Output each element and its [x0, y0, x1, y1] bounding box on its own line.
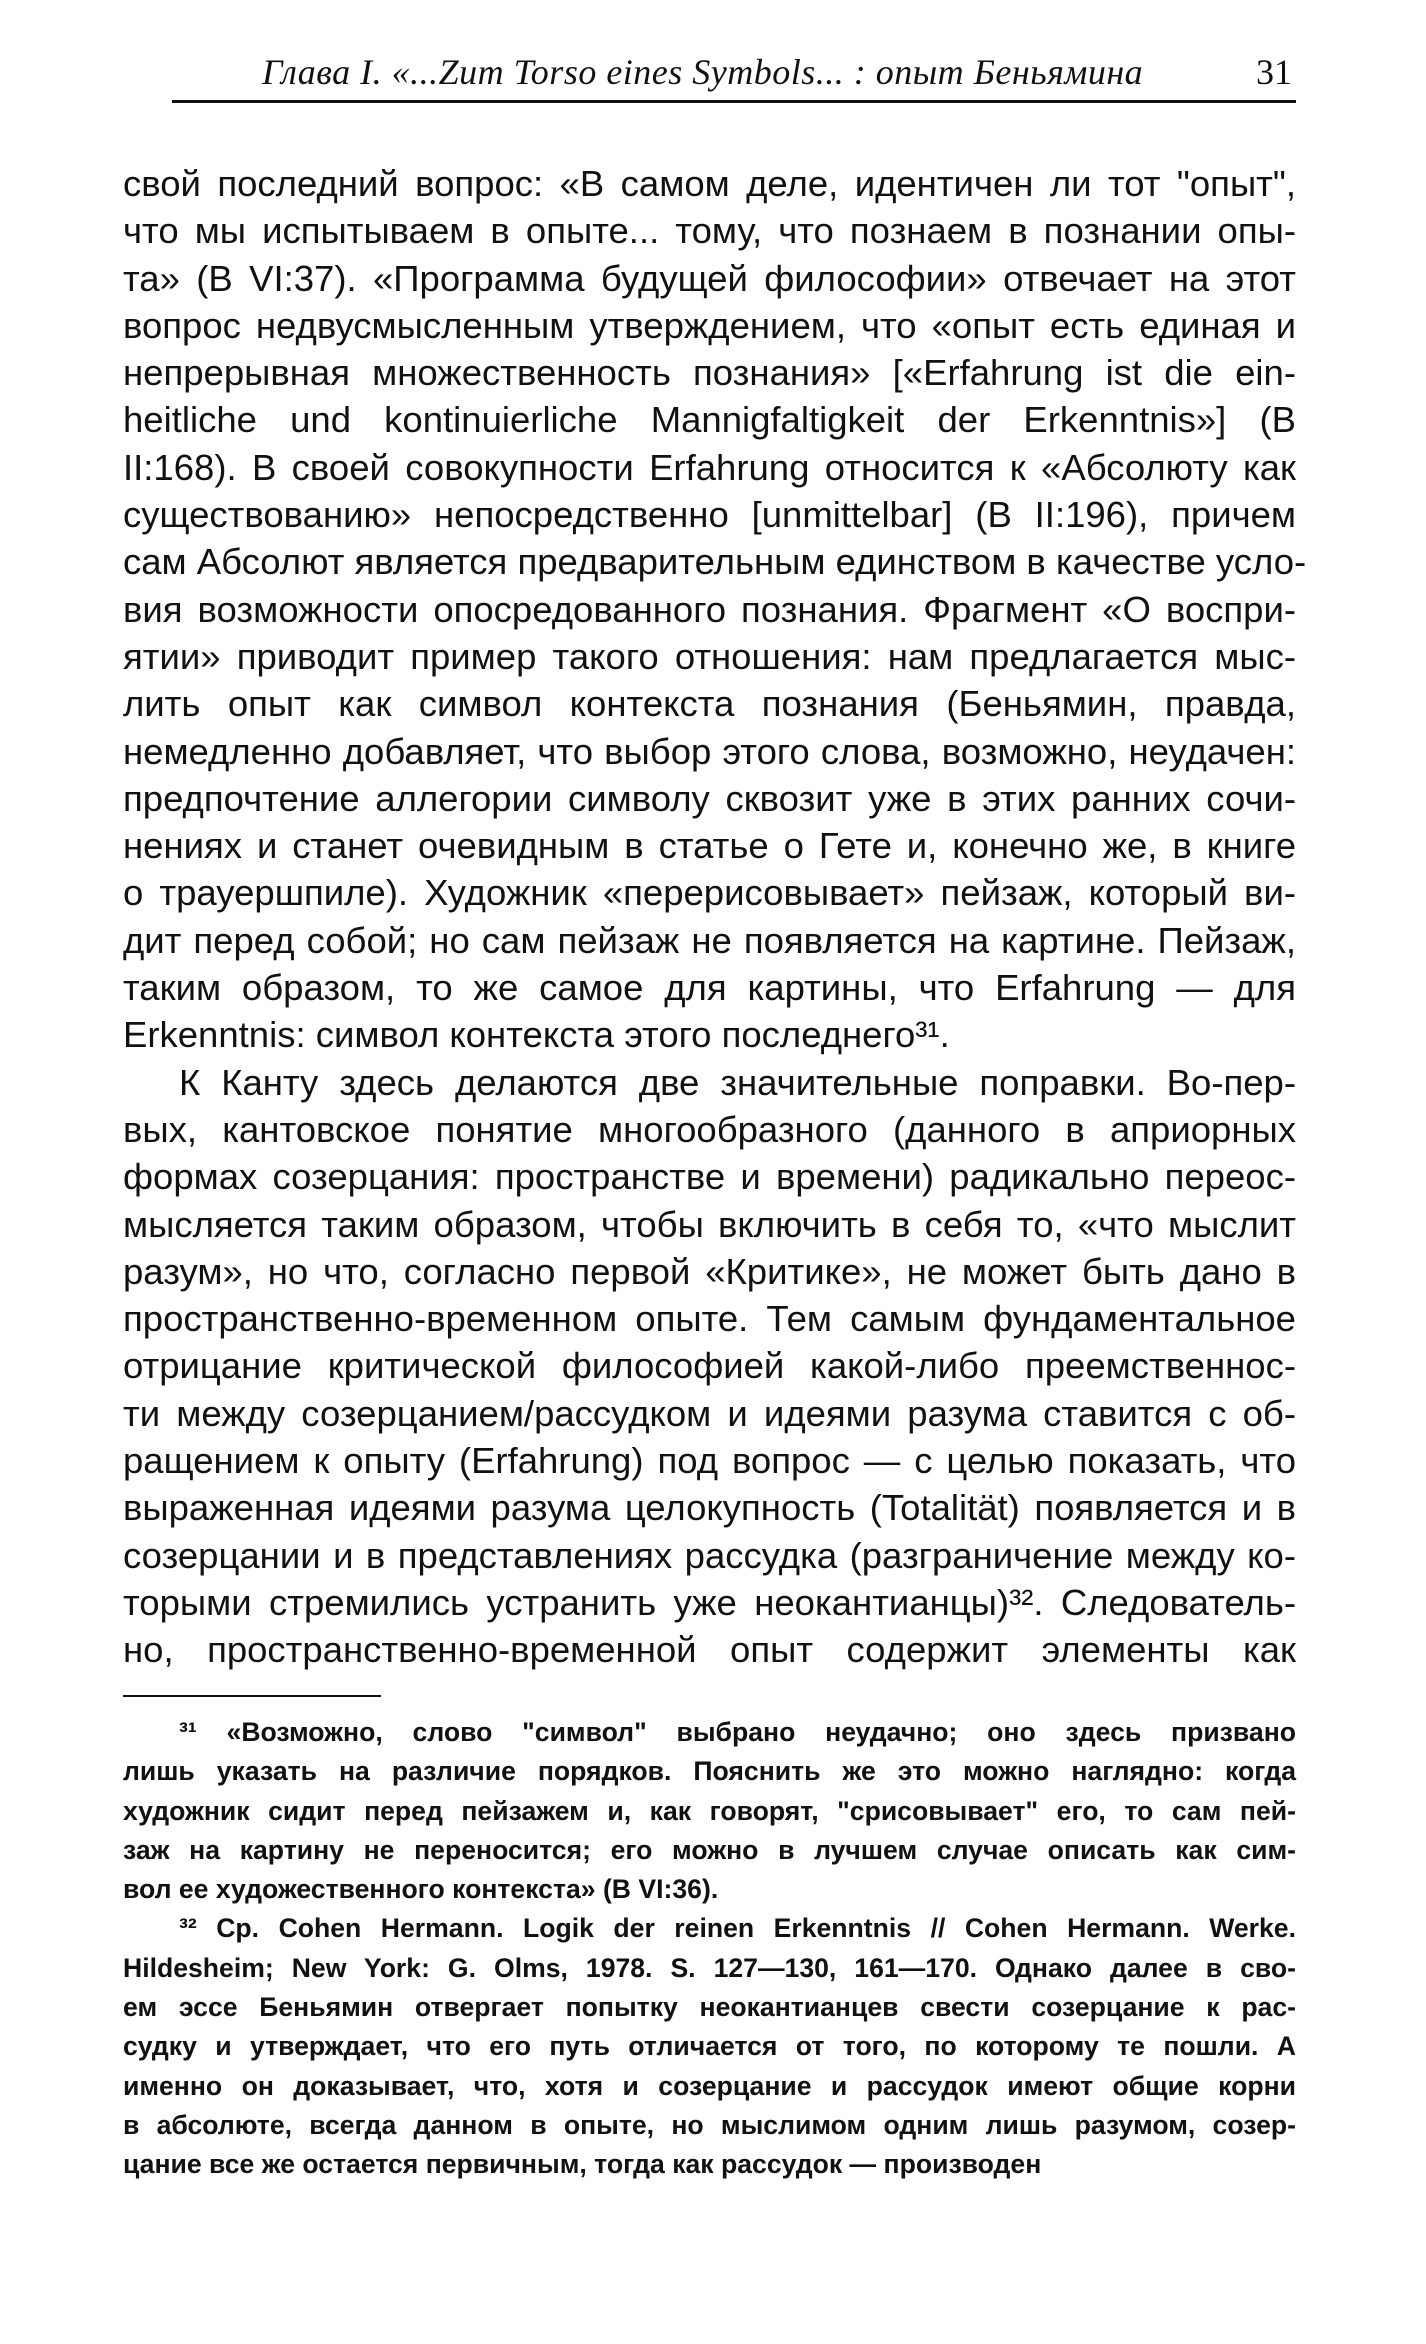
text-line: таким образом, то же самое для картины, что Erfahrung — для	[123, 967, 1296, 1009]
text-line: существованию» непосредственно [unmittelbar] (B II:196), причем	[123, 494, 1296, 536]
text-line: мысляется таким образом, чтобы включить в себя то, «что мыслит	[123, 1203, 1296, 1245]
text-line: что мы испытываем в опыте... тому, что познаем в познании опы-	[123, 210, 1296, 252]
footnote-line: Hildesheim; New York: G. Olms, 1978. S. 127—130, 161—170. Однако далее в сво-	[123, 1952, 1296, 1983]
chapter-title: Глава I. «...Zum Torso eines Symbols... : опыт Беньямина	[262, 52, 1144, 92]
footnote-line: цание все же остается первичным, тогда как рассудок — производен	[123, 2149, 1042, 2180]
footnote-line: именно он доказывает, что, хотя и созерцание и рассудок имеют общие корни	[123, 2070, 1296, 2101]
text-line: немедленно добавляет, что выбор этого слова, возможно, неудачен:	[123, 730, 1296, 772]
footnote-line: художник сидит перед пейзажем и, как говорят, "срисовывает" его, то сам пей-	[123, 1795, 1296, 1826]
footnote-line: заж на картину не переносится; его можно в лучшем случае описать как сим-	[123, 1834, 1296, 1865]
text-line: ращением к опыту (Erfahrung) под вопрос — с целью показать, что	[123, 1440, 1296, 1482]
text-line: ти между созерцанием/рассудком и идеями разума ставится с об-	[123, 1392, 1296, 1434]
text-line: дит перед собой; но сам пейзаж не появляется на картине. Пейзаж,	[123, 919, 1296, 961]
footnote-line: ³¹ «Возможно, слово "символ" выбрано неудачно; оно здесь призвано	[179, 1717, 1296, 1747]
text-line: формах созерцания: пространстве и времени) радикально переос-	[123, 1156, 1296, 1198]
text-line: нениях и станет очевидным в статье о Гете и, конечно же, в книге	[123, 825, 1296, 867]
text-line: та» (B VI:37). «Программа будущей философии» отвечает на этот	[123, 257, 1296, 299]
footnotes	[123, 1713, 1296, 2185]
text-line: сам Абсолют является предварительным единством в качестве усло-	[123, 541, 1307, 583]
footnote-line: вол ее художественного контекста» (B VI:36).	[123, 1874, 719, 1905]
text-line: ятии» приводит пример такого отношения: нам предлагается мыс-	[123, 635, 1296, 677]
footnote-line: ем эссе Беньямин отвергает попытку неокантианцев свести созерцание к рас-	[123, 1992, 1296, 2023]
text-line: heitliche und kontinuierliche Mannigfaltigkeit der Erkenntnis»] (B	[123, 399, 1296, 441]
footnote-line: в абсолюте, всегда данном в опыте, но мыслимом одним лишь разумом, созер-	[123, 2109, 1296, 2140]
text-line: выраженная идеями разума целокупность (Totalität) появляется и в	[123, 1487, 1296, 1529]
text-line: Erkenntnis: символ контекста этого последнего³¹.	[123, 1014, 950, 1056]
running-head	[172, 42, 1296, 103]
text-line: пространственно-временном опыте. Тем самым фундаментальное	[123, 1298, 1296, 1340]
text-line: торыми стремились устранить уже неокантианцы)³². Следователь-	[123, 1581, 1296, 1623]
text-line: II:168). В своей совокупности Erfahrung относится к «Абсолюту как	[123, 446, 1296, 488]
main-text	[123, 160, 1307, 1674]
text-line: о трауершпиле). Художник «перерисовывает» пейзаж, который ви-	[123, 872, 1296, 914]
text-line: но, пространственно-временной опыт содержит элементы как	[123, 1629, 1296, 1671]
footnote-line: ³² Ср. Cohen Hermann. Logik der reinen Erkenntnis // Cohen Hermann. Werke.	[179, 1913, 1296, 1944]
text-line: К Канту здесь делаются две значительные поправки. Во-пер-	[179, 1061, 1296, 1103]
text-line: вых, кантовское понятие многообразного (данного в априорных	[123, 1108, 1296, 1150]
text-line: предпочтение аллегории символу сквозит уже в этих ранних сочи-	[123, 777, 1296, 819]
footnote-divider	[123, 1695, 381, 1697]
page-number: 31	[1256, 52, 1292, 92]
text-line: непрерывная множественность познания» [«Erfahrung ist die ein-	[123, 352, 1296, 394]
footnote-line: судку и утверждает, что его путь отличается от того, по которому те пошли. А	[123, 2031, 1296, 2062]
text-line: вия возможности опосредованного познания. Фрагмент «О воспри-	[123, 588, 1296, 630]
footnote-line: лишь указать на различие порядков. Пояснить же это можно наглядно: когда	[123, 1756, 1296, 1787]
text-line: вопрос недвусмысленным утверждением, что «опыт есть единая и	[123, 304, 1296, 346]
text-line: свой последний вопрос: «В самом деле, идентичен ли тот "опыт",	[123, 163, 1296, 204]
text-line: отрицание критической философией какой-либо преемственнос-	[123, 1345, 1296, 1387]
text-line: созерцании и в представлениях рассудка (разграничение между ко-	[123, 1534, 1296, 1576]
text-line: разум», но что, согласно первой «Критике», не может быть дано в	[123, 1250, 1296, 1292]
text-line: лить опыт как символ контекста познания (Беньямин, правда,	[123, 683, 1296, 725]
